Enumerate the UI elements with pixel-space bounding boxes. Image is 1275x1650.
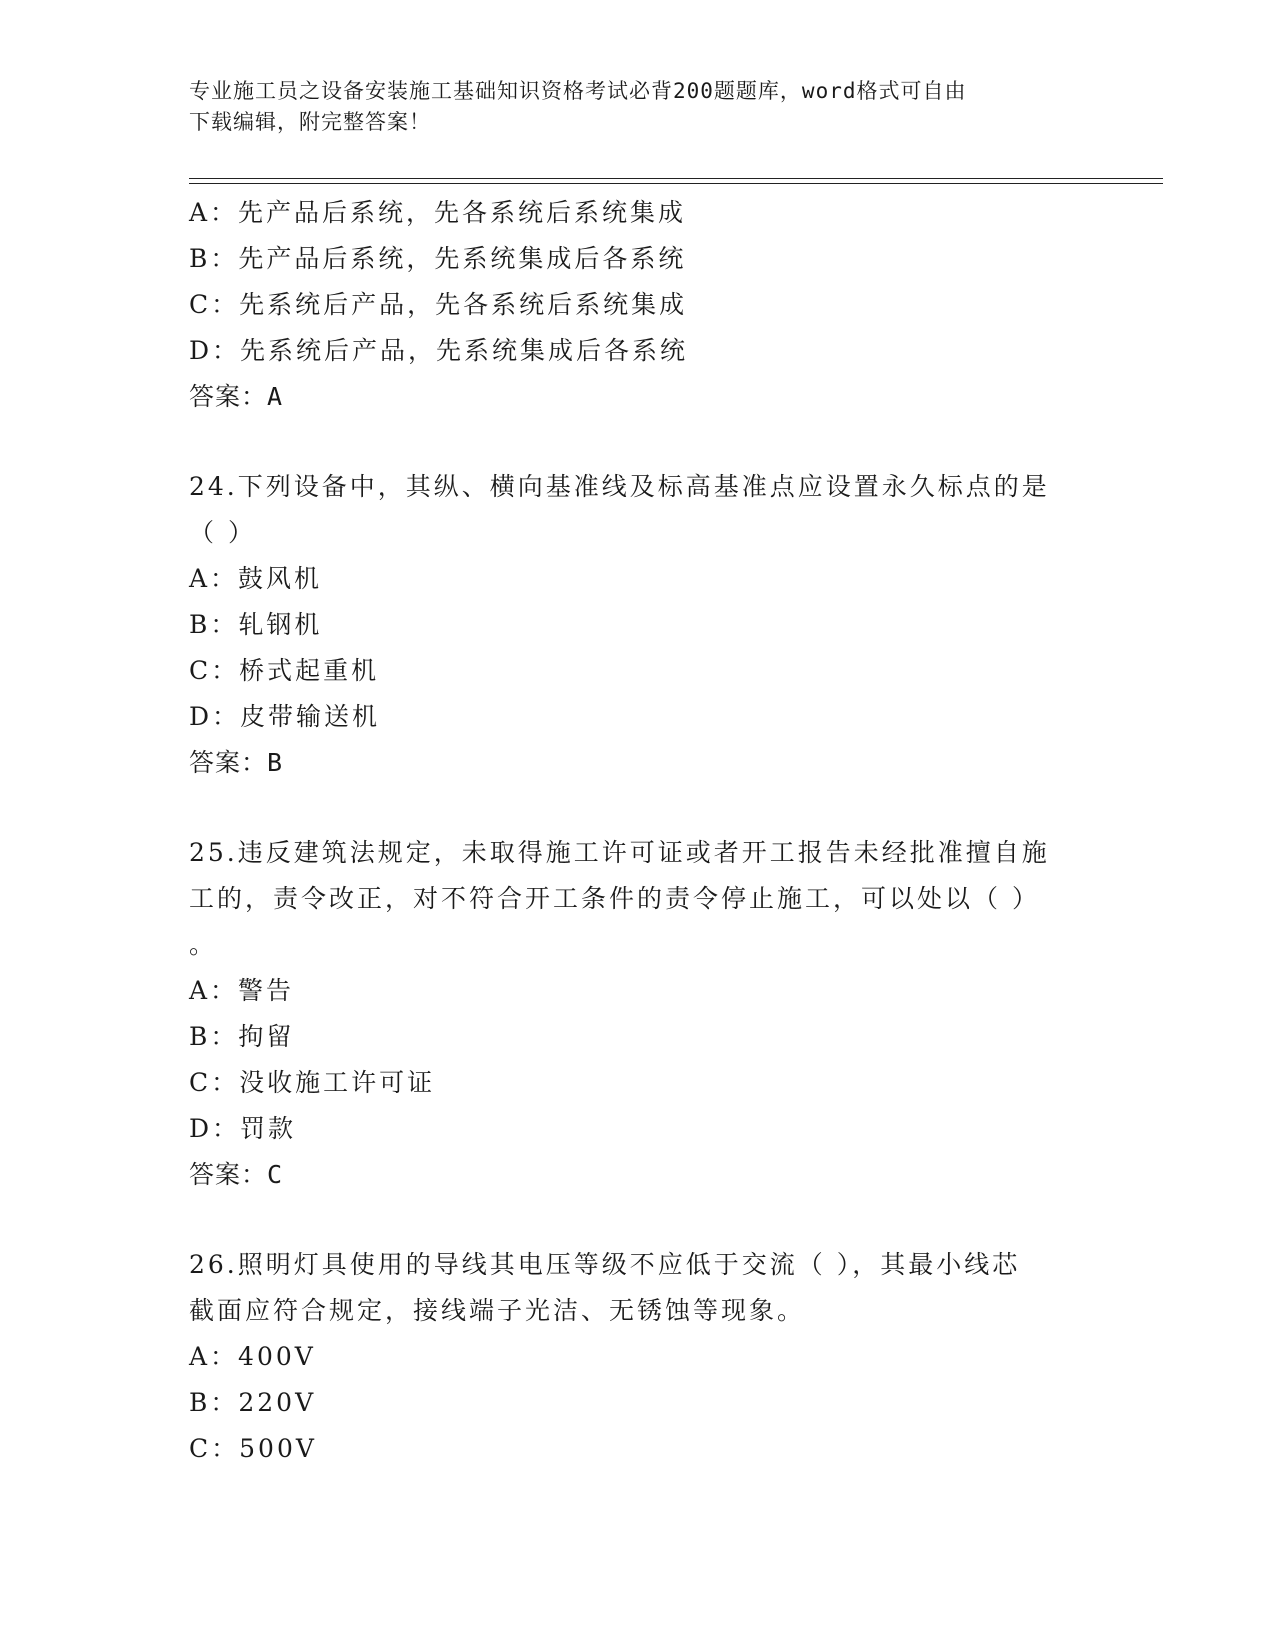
question-stem-line-2: （ ） (189, 518, 256, 547)
answer-line (189, 740, 1089, 786)
option-b: B：先产品后系统，先系统集成后各系统 (189, 244, 687, 273)
option-d: D：先系统后产品，先系统集成后各系统 (189, 336, 689, 365)
header-divider-top (189, 178, 1163, 179)
document-header (189, 76, 1089, 138)
answer-line (189, 1152, 1089, 1198)
header-divider-bottom (189, 183, 1163, 184)
option-d: D：罚款 (189, 1114, 297, 1143)
question-26 (189, 1242, 1089, 1472)
option-c: C：先系统后产品，先各系统后系统集成 (189, 290, 688, 319)
answer-value: C (267, 1160, 284, 1189)
question-stem-line-2: 截面应符合规定，接线端子光洁、无锈蚀等现象。 (189, 1296, 806, 1325)
answer-label: 答案： (189, 748, 268, 777)
option-b: B：拘留 (189, 1022, 295, 1051)
option-c: C：没收施工许可证 (189, 1068, 436, 1097)
header-line-1: 专业施工员之设备安装施工基础知识资格考试必背200题题库，word格式可自由 (189, 79, 967, 103)
option-a: A：先产品后系统，先各系统后系统集成 (189, 198, 687, 227)
option-b: B：220V (189, 1388, 317, 1417)
question-list (189, 190, 1089, 1472)
option-a: A：400V (189, 1342, 316, 1371)
option-a: A：警告 (189, 976, 295, 1005)
answer-label: 答案： (189, 1160, 268, 1189)
option-c: C：500V (189, 1434, 317, 1463)
header-line-2: 下载编辑，附完整答案！ (189, 110, 431, 134)
option-b: B：轧钢机 (189, 610, 323, 639)
question-stem-line-2: 工的，责令改正，对不符合开工条件的责令停止施工，可以处以（ ） (189, 884, 1040, 913)
question-stem-line-1: 24.下列设备中，其纵、横向基准线及标高基准点应设置永久标点的是 (189, 472, 1050, 501)
answer-value: B (267, 748, 284, 777)
question-stem-line-3: 。 (189, 930, 218, 959)
option-a: A：鼓风机 (189, 564, 323, 593)
question-23 (189, 190, 1089, 420)
question-25 (189, 830, 1089, 1198)
option-d: D：皮带输送机 (189, 702, 381, 731)
option-c: C：桥式起重机 (189, 656, 380, 685)
answer-value: A (267, 382, 284, 411)
question-stem-line-1: 25.违反建筑法规定，未取得施工许可证或者开工报告未经批准擅自施 (189, 838, 1050, 867)
question-stem-line-1: 26.照明灯具使用的导线其电压等级不应低于交流（ ），其最小线芯 (189, 1250, 1021, 1279)
question-24 (189, 464, 1089, 786)
answer-line (189, 374, 1089, 420)
answer-label: 答案： (189, 382, 268, 411)
